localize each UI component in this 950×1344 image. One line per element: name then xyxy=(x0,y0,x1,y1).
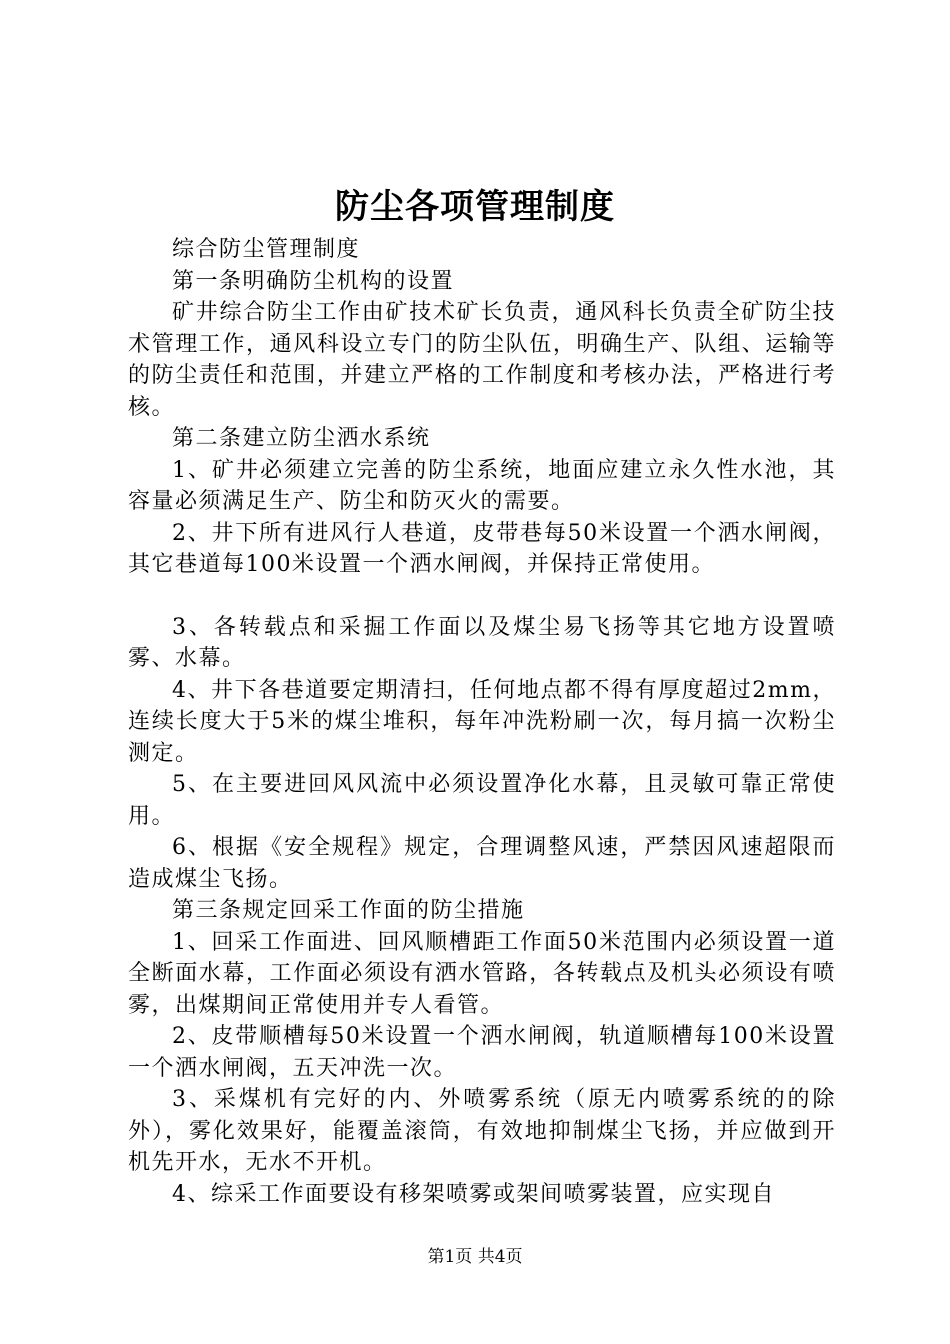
paragraph: 1、矿井必须建立完善的防尘系统，地面应建立永久性水池，其容量必须满足生产、防尘和防灭火的需要。 xyxy=(128,457,836,514)
section-heading: 综合防尘管理制度 xyxy=(172,237,361,262)
paragraph: 3、采煤机有完好的内、外喷雾系统（原无内喷雾系统的的除外），雾化效果好，能覆盖滚筒，有效地抑制煤尘飞扬，并应做到开机先开水，无水不开机。 xyxy=(128,1087,836,1175)
page-footer: 第1页 共4页 xyxy=(427,1247,523,1267)
article-heading: 第三条规定回采工作面的防尘措施 xyxy=(172,898,525,923)
paragraph: 1、回采工作面进、回风顺槽距工作面50米范围内必须设置一道全断面水幕，工作面必须设有洒水管路，各转载点及机头必须设有喷雾，出煤期间正常使用并专人看管。 xyxy=(128,929,836,1018)
paragraph: 4、井下各巷道要定期清扫，任何地点都不得有厚度超过2mm，连续长度大于5米的煤尘堆积，每年冲洗粉刷一次，每月搞一次粉尘测定。 xyxy=(128,677,836,766)
paragraph: 3、各转载点和采掘工作面以及煤尘易飞扬等其它地方设置喷雾、水幕。 xyxy=(128,614,836,671)
document-body xyxy=(128,234,836,1210)
paragraph: 6、根据《安全规程》规定，合理调整风速，严禁因风速超限而造成煤尘飞扬。 xyxy=(128,835,836,892)
paragraph: 2、井下所有进风行人巷道，皮带巷每50米设置一个洒水闸阀，其它巷道每100米设置一个洒水闸阀，并保持正常使用。 xyxy=(128,520,836,577)
document-title: 防尘各项管理制度 xyxy=(335,187,615,227)
article-heading: 第一条明确防尘机构的设置 xyxy=(172,268,455,294)
paragraph: 2、皮带顺槽每50米设置一个洒水闸阀，轨道顺槽每100米设置一个洒水闸阀，五天冲洗一次。 xyxy=(128,1024,836,1081)
paragraph: 4、综采工作面要设有移架喷雾或架间喷雾装置，应实现自 xyxy=(172,1181,775,1207)
article-heading: 第二条建立防尘洒水系统 xyxy=(172,426,431,451)
paragraph: 矿井综合防尘工作由矿技术矿长负责，通风科长负责全矿防尘技术管理工作，通风科设立专门的防尘队伍，明确生产、队组、运输等的防尘责任和范围，并建立严格的工作制度和考核办法，严格进行考核。 xyxy=(128,300,836,420)
paragraph: 5、在主要进回风风流中必须设置净化水幕，且灵敏可靠正常使用。 xyxy=(128,772,836,829)
